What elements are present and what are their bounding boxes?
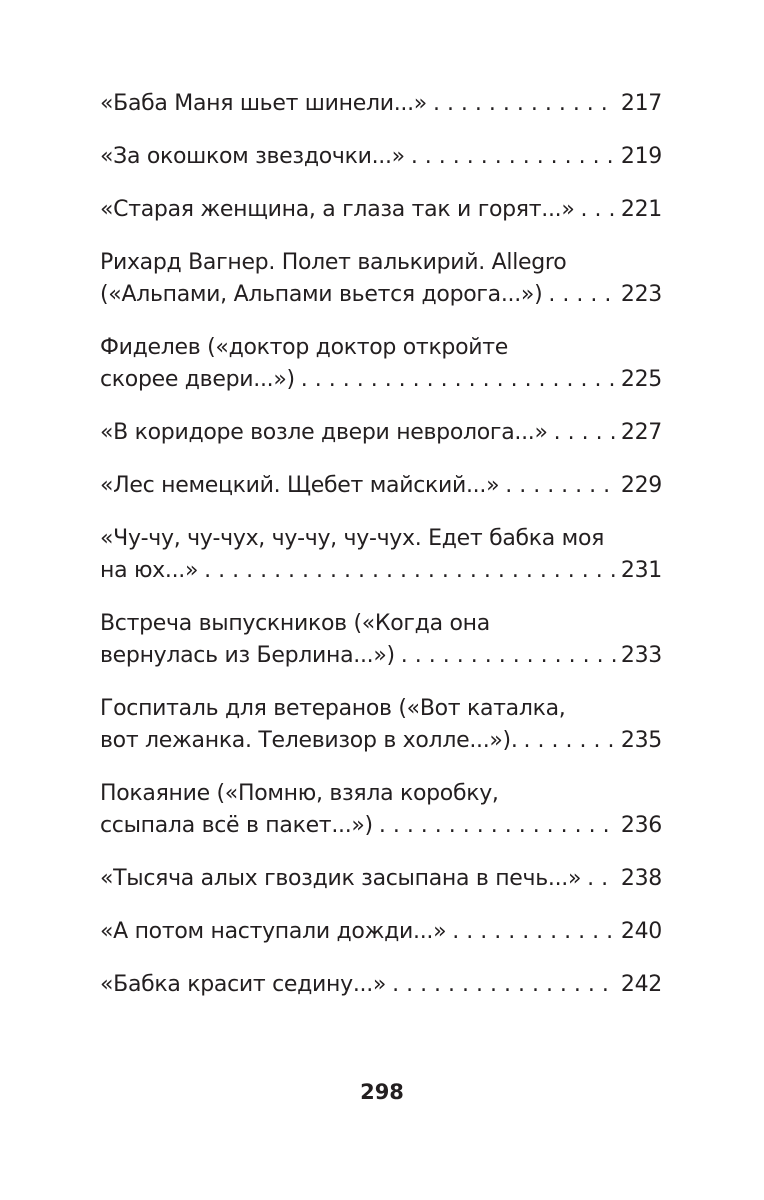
toc-entry [100, 417, 662, 449]
toc-entry-page: 236 [620, 813, 662, 838]
dot-leader [411, 141, 617, 173]
toc-entry-title: «Тысяча алых гвоздик засыпана в печь...» [100, 866, 582, 891]
toc-entry-page: 235 [620, 728, 662, 753]
dot-leader [587, 863, 617, 895]
toc-entry-title-line-2: скорее двери...») [100, 367, 295, 392]
toc-entry-page: 229 [620, 473, 662, 498]
toc-entry [100, 693, 662, 757]
toc-entry [100, 523, 662, 587]
toc-entry-page: 225 [620, 367, 662, 392]
toc-entry-title-line-1: Рихард Вагнер. Полет валькирий. Allegro [100, 250, 567, 275]
dot-leader [581, 194, 617, 226]
toc-entry [100, 916, 662, 948]
toc-entry-page: 219 [620, 144, 662, 169]
table-of-contents [100, 88, 662, 1022]
toc-entry-title: «В коридоре возле двери невролога...» [100, 420, 548, 445]
toc-entry-title-line-1: Покаяние («Помню, взяла коробку, [100, 781, 499, 806]
toc-entry-page: 221 [620, 197, 662, 222]
toc-entry-title: «А потом наступали дожди...» [100, 919, 447, 944]
toc-entry-page: 242 [620, 972, 662, 997]
toc-entry-page: 223 [620, 282, 662, 307]
toc-entry-title: «Бабка красит седину...» [100, 972, 387, 997]
toc-entry-page: 238 [620, 866, 662, 891]
toc-entry [100, 608, 662, 672]
toc-entry [100, 332, 662, 396]
toc-entry-page: 240 [620, 919, 662, 944]
dot-leader [392, 969, 617, 1001]
dot-leader [379, 810, 617, 842]
toc-entry-title-line-1: Госпиталь для ветеранов («Вот каталка, [100, 696, 566, 721]
toc-entry-title-line-1: Встреча выпускников («Когда она [100, 611, 490, 636]
toc-entry-page: 217 [620, 91, 662, 116]
toc-entry-page: 227 [620, 420, 662, 445]
dot-leader [554, 417, 617, 449]
toc-entry-title-line-2: вернулась из Берлина...») [100, 643, 395, 668]
toc-entry-title-line-1: «Чу-чу, чу-чух, чу-чу, чу-чух. Едет бабка моя [100, 526, 605, 551]
dot-leader [433, 88, 617, 120]
toc-entry-title-line-1: Фиделев («доктор доктор откройте [100, 335, 509, 360]
dot-leader [505, 470, 617, 502]
toc-entry-title: «Лес немецкий. Щебет майский...» [100, 473, 500, 498]
toc-entry-title: «Старая женщина, а глаза так и горят...» [100, 197, 575, 222]
toc-entry-title-line-2: ссыпала всё в пакет...») [100, 813, 373, 838]
dot-leader [548, 279, 617, 311]
toc-entry-page: 233 [620, 643, 662, 668]
toc-entry [100, 969, 662, 1001]
toc-entry-title: «Баба Маня шьет шинели...» [100, 91, 427, 116]
toc-entry-title: «За окошком звездочки...» [100, 144, 405, 169]
toc-entry [100, 247, 662, 311]
toc-entry [100, 141, 662, 173]
toc-entry [100, 863, 662, 895]
toc-entry-title-line-2: («Альпами, Альпами вьется дорога...») [100, 282, 543, 307]
toc-entry [100, 778, 662, 842]
toc-entry [100, 194, 662, 226]
toc-entry-title-line-2: на юх...» [100, 558, 199, 583]
dot-leader [452, 916, 617, 948]
dot-leader [204, 555, 617, 587]
toc-entry-page: 231 [620, 558, 662, 583]
page-number: 298 [360, 1080, 404, 1104]
dot-leader [301, 364, 617, 396]
toc-entry-title-line-2: вот лежанка. Телевизор в холле...»). [100, 728, 518, 753]
toc-entry [100, 470, 662, 502]
toc-entry [100, 88, 662, 120]
dot-leader [524, 725, 617, 757]
dot-leader [401, 640, 617, 672]
